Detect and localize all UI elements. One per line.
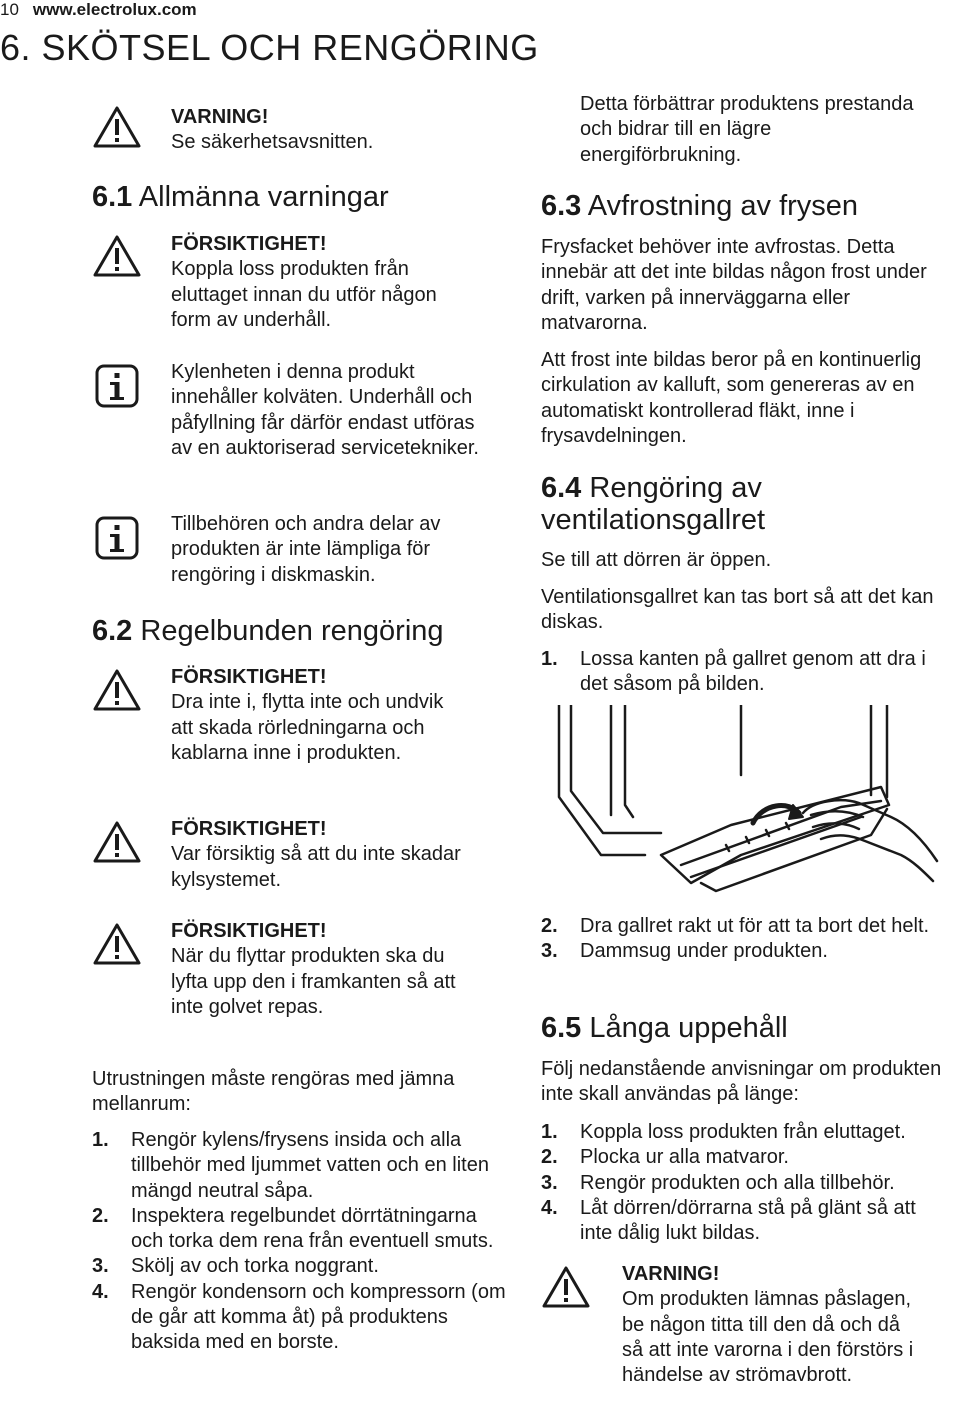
warning-title: VARNING! — [622, 1263, 720, 1285]
section-title: Långa uppehåll — [589, 1012, 788, 1044]
list-item: 2. Plocka ur alla matvaror. — [541, 1146, 789, 1169]
warning-text: Se säkerhetsavsnitten. — [171, 131, 374, 154]
paragraph: Följ nedanstående anvisningar om produkten inte skall användas på länge: — [541, 1058, 942, 1106]
caution-title: FÖRSIKTIGHET! — [171, 818, 327, 840]
chapter-title: 6. SKÖTSEL OCH RENGÖRING — [0, 27, 539, 68]
grille-removal-illustration — [541, 705, 949, 905]
section-number: 6.3 — [541, 190, 582, 222]
warning-title: VARNING! — [171, 106, 269, 128]
paragraph: Frysfacket behöver inte avfrostas. Detta innebär att det inte bildas någon frost under drift, varken på innerväggarna eller matvarorna. — [541, 236, 927, 334]
caution-block — [171, 665, 471, 766]
warning-triangle-icon — [92, 668, 142, 712]
paragraph: Se till att dörren är öppen. — [541, 549, 772, 571]
section-number: 6.4 — [541, 472, 582, 504]
section-title: Allmänna varningar — [138, 181, 389, 213]
section-title: Rengöring av — [589, 472, 762, 504]
section-number: 6.2 — [92, 615, 133, 647]
website-link[interactable]: www.electrolux.com — [32, 0, 197, 19]
right-intro: Detta förbättrar produktens prestanda och bidrar till en lägre energiförbrukning. — [580, 93, 914, 166]
section-6-1-heading — [92, 181, 389, 213]
caution-text: När du flyttar produkten ska du lyfta upp den i framkanten så att inte golvet repas. — [171, 945, 456, 1018]
info-text-1: Kylenheten i denna produkt innehåller kolväten. Underhåll och påfyllning får därför endast utföras av en auktoriserad servicetekniker. — [171, 361, 479, 459]
list-item: 2. Inspektera regelbundet dörrtätningarna och torka dem rena från eventuell smuts. — [92, 1204, 494, 1253]
list-item: 1. Lossa kanten på gallret genom att dra i det såsom på bilden. — [541, 648, 926, 696]
list-item: 3. Dammsug under produkten. — [541, 940, 828, 963]
caution-block — [171, 232, 461, 333]
section-6-5-heading — [541, 1012, 788, 1044]
warning-triangle-icon — [92, 922, 142, 966]
list-item: 1. Koppla loss produkten från eluttaget. — [541, 1121, 906, 1143]
paragraph: Att frost inte bildas beror på en kontinuerlig cirkulation av kalluft, som genereras av en automatiskt kontrollerad fläkt, inne i frysavdelningen. — [541, 349, 922, 447]
long-pause-steps — [541, 1120, 951, 1246]
section-title: Regelbunden rengöring — [140, 615, 444, 647]
cleaning-intro: Utrustningen måste rengöras med jämna mellanrum: — [92, 1068, 455, 1116]
section-title-line2: ventilationsgallret — [541, 504, 766, 536]
warning-block — [171, 105, 491, 156]
caution-title: FÖRSIKTIGHET! — [171, 920, 327, 942]
caution-text: Koppla loss produkten från eluttaget innan du utför någon form av underhåll. — [171, 258, 437, 331]
list-item: 3. Rengör produkten och alla tillbehör. — [541, 1171, 895, 1194]
list-item: 2. Dra gallret rakt ut för att ta bort det helt. — [541, 915, 930, 937]
info-icon — [95, 516, 139, 560]
info-icon — [95, 364, 139, 408]
info-text-2: Tillbehören och andra delar av produkten är inte lämpliga för rengöring i diskmaskin. — [171, 513, 441, 586]
page-number: 10 — [0, 0, 19, 19]
section-number: 6.5 — [541, 1012, 582, 1044]
caution-block — [171, 919, 471, 1020]
section-6-3-heading — [541, 190, 858, 222]
list-item: 3. Skölj av och torka noggrant. — [92, 1255, 379, 1278]
caution-text: Var försiktig så att du inte skadar kylsystemet. — [171, 843, 461, 891]
page-header — [0, 0, 197, 20]
list-item: 4. Låt dörren/dörrarna stå på glänt så att inte dålig lukt bildas. — [541, 1196, 916, 1245]
caution-text: Dra inte i, flytta inte och undvik att skada rörledningarna och kablarna inne i produkten. — [171, 691, 444, 764]
warning-triangle-icon — [92, 820, 142, 864]
warning-block — [622, 1262, 922, 1388]
caution-title: FÖRSIKTIGHET! — [171, 666, 327, 688]
list-item: 4. Rengör kondensorn och kompressorn (om de går att komma åt) på produktens baksida med en borste. — [92, 1280, 506, 1354]
warning-triangle-icon — [92, 234, 142, 278]
grille-steps-continued — [541, 914, 951, 965]
warning-triangle-icon — [541, 1265, 591, 1309]
section-title: Avfrostning av frysen — [587, 190, 859, 222]
warning-text: Om produkten lämnas påslagen, be någon titta till den då och då så att inte varorna i den förstörs i händelse av strömavbrott. — [622, 1288, 914, 1387]
list-item: 1. Rengör kylens/frysens insida och alla tillbehör med ljummet vatten och en liten mängd neutral såpa. — [92, 1129, 489, 1202]
caution-title: FÖRSIKTIGHET! — [171, 233, 327, 255]
grille-steps — [541, 647, 951, 698]
cleaning-steps — [92, 1128, 512, 1356]
section-6-2-heading — [92, 615, 444, 647]
warning-triangle-icon — [92, 105, 142, 149]
caution-block — [171, 817, 471, 893]
paragraph: Ventilationsgallret kan tas bort så att det kan diskas. — [541, 586, 934, 634]
section-6-4-heading — [541, 472, 941, 536]
section-number: 6.1 — [92, 181, 133, 213]
